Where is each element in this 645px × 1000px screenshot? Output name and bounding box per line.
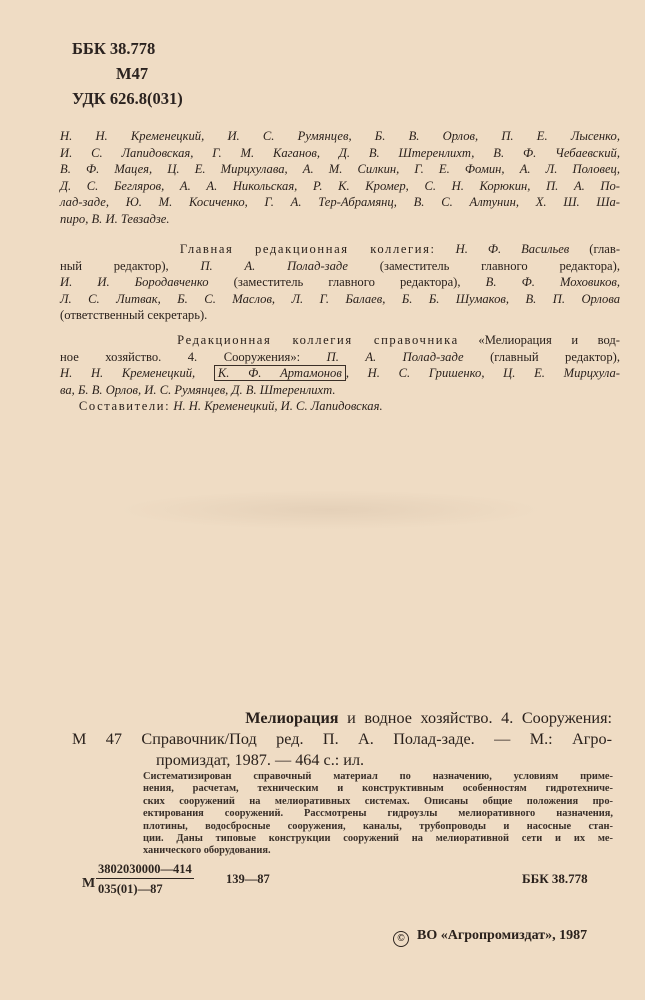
editorial-label: Редакционная коллегия справочника (177, 333, 459, 347)
bbk-code: ББК 38.778 (72, 39, 156, 58)
handbook-title: ное хозяйство. 4. Сооружения»: (60, 349, 301, 364)
board-line: (ответственный секретарь). (60, 308, 208, 323)
board-line (60, 274, 620, 291)
fraction-suffix: 139—87 (226, 872, 270, 886)
board-role: ный редактор), (60, 258, 169, 273)
fraction-letter: М (82, 876, 96, 891)
board-deputy-name: П. А. Полад-заде (200, 258, 348, 273)
main-board-paragraph (60, 241, 620, 324)
editor-names: , Н. С. Гришенко, Ц. Е. Мирцхула- (345, 366, 620, 381)
bib-title: Мелиорация (245, 709, 339, 727)
authors-paragraph (60, 128, 620, 228)
annotation-line: ханического оборудования. (143, 845, 271, 857)
udk-code: УДК 626.8(031) (72, 89, 183, 108)
board-member-name: В. Ф. Моховиков, (485, 275, 620, 290)
copyright-line (393, 928, 587, 947)
board-editor-name: Н. Ф. Васильев (455, 242, 570, 256)
handbook-title: «Мелиорация и вод- (478, 333, 620, 347)
authors-line: В. Ф. Мацея, Ц. Е. Мирцхулава, А. М. Силкин, Г. Е. Фомин, А. Л. Половец, (60, 162, 620, 177)
copyright-text: ВО «Агропромиздат», 1987 (417, 928, 588, 943)
copyright-icon: © (393, 931, 409, 947)
board-line (60, 241, 620, 258)
author-index: М47 (116, 64, 149, 83)
authors-line: пиро, В. И. Тевзадзе. (60, 211, 170, 226)
bbk-code-bottom: ББК 38.778 (522, 871, 588, 886)
authors-line: лад-заде, Ю. М. Косиченко, Г. А. Тер-Абрамянц, В. С. Алтунин, Х. Ш. Ша- (60, 195, 620, 210)
fraction-numerator: 3802030000—414 (96, 862, 194, 879)
bib-line: промиздат, 1987. — 464 с.: ил. (156, 751, 365, 769)
editorial-board-paragraph (60, 332, 620, 415)
editorial-line (60, 349, 620, 366)
editorial-line (60, 332, 620, 349)
board-label: Главная редакционная коллегия: (179, 242, 436, 256)
boxed-name-memorial: К. Ф. Артамонов (214, 365, 346, 381)
annotation-line: ектирования сооружений. Рассмотрены гидроузлы мелиоративного назначения, (143, 808, 613, 820)
annotation-paragraph (143, 771, 613, 858)
editorial-line (60, 365, 620, 382)
bibliographic-record (72, 708, 613, 771)
board-role: (заместитель главного редактора), (233, 275, 461, 290)
chief-editor-name: П. А. Полад-заде (326, 349, 464, 364)
bib-line: М 47 Справочник/Под ред. П. А. Полад-заде. — М.: Агро- (72, 730, 612, 748)
editorial-line: ва, Б. В. Орлов, И. С. Румянцев, Д. В. Штеренлихт. (60, 382, 336, 397)
bib-title-rest: и водное хозяйство. 4. Сооружения: (347, 709, 613, 727)
board-role: (глав- (589, 242, 621, 256)
board-deputy-name: И. И. Бородавченко (60, 275, 209, 290)
authors-line: И. С. Лапидовская, Г. М. Каганов, Д. В. Штеренлихт, В. Ф. Чебаевский, (60, 145, 620, 160)
compilers-names: Н. Н. Кременецкий, И. С. Лапидовская. (173, 399, 383, 414)
editor-name: Н. Н. Кременецкий, (60, 366, 196, 381)
compilers-line (60, 398, 620, 415)
authors-line: Н. Н. Кременецкий, И. С. Румянцев, Б. В. Орлов, П. Е. Лысенко, (60, 129, 620, 143)
compilers-label: Составители: (78, 399, 171, 414)
bib-line (82, 708, 612, 729)
board-role: (заместитель главного редактора), (379, 258, 620, 273)
editor-role: (главный редактор), (490, 349, 620, 364)
fraction-denominator: 035(01)—87 (98, 882, 163, 896)
board-line (60, 258, 620, 275)
catalog-codes (72, 36, 183, 111)
board-line: Л. С. Литвак, Б. С. Маслов, Л. Г. Балаев, Б. Б. Шумаков, В. П. Орлова (60, 291, 620, 306)
annotation-line: плотины, водосбросные сооружения, каналы, трубопроводы и насосные стан- (143, 820, 613, 832)
faded-stamp (115, 490, 545, 530)
annotation-line: Систематизирован справочный материал по назначению, условиям приме- (143, 771, 613, 782)
authors-line: Д. С. Бегляров, А. А. Никольская, Р. К. Кромер, С. Н. Корюкин, П. А. По- (60, 178, 620, 193)
annotation-line: ских сооружений на мелиоративных системах. Описаны общие положения про- (143, 795, 613, 807)
annotation-line: нения, расчетам, техническим и конструктивным особенностям гидротехниче- (143, 783, 613, 795)
annotation-line: ции. Даны типовые конструкции сооружений на мелиоративной сети и их ме- (143, 833, 613, 845)
